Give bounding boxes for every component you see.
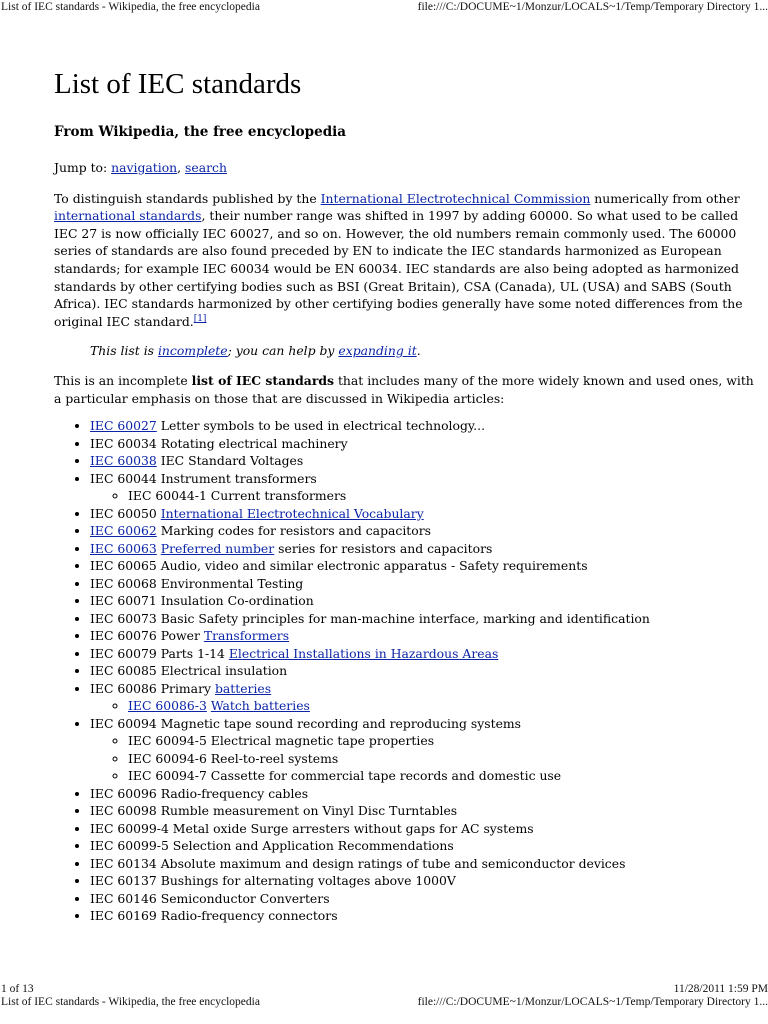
list-item: • IEC 60034 Rotating electrical machinery [90, 435, 754, 453]
list-item: • IEC 60146 Semiconductor Converters [90, 890, 754, 908]
watch-batteries-link[interactable]: Watch batteries [210, 698, 310, 714]
list-item: ◦ IEC 60094-6 Reel-to-reel systems [128, 750, 754, 768]
reference-1-link[interactable]: [1] [193, 313, 207, 324]
list-item: • IEC 60050 International Electrotechnical Vocabulary [90, 505, 754, 523]
iec-60063-link[interactable]: IEC 60063 [90, 540, 157, 556]
list-item: • IEC 60065 Audio, video and similar electronic apparatus - Safety requirements [90, 557, 754, 575]
list-item: • IEC 60071 Insulation Co-ordination [90, 592, 754, 610]
list-item [128, 697, 754, 715]
iec-60086-3-link[interactable]: IEC 60086-3 [128, 698, 207, 714]
list-item: • IEC 60076 Power Transformers [90, 627, 754, 645]
list-item: • IEC 60044 Instrument transformers ◦ IEC 60044-1 Current transformers [90, 470, 754, 505]
print-header-title: List of IEC standards - Wikipedia, the free encyclopedia [1, 1, 260, 13]
iec-60027-link[interactable]: IEC 60027 [90, 418, 157, 434]
search-link[interactable]: search [185, 160, 227, 175]
list-item: • IEC 60073 Basic Safety principles for man-machine interface, marking and identification [90, 610, 754, 628]
list-item: • IEC 60169 Radio-frequency connectors [90, 907, 754, 925]
transformers-link[interactable]: Transformers [203, 628, 290, 644]
list-item: • IEC 60086 Primary batteries ◦ IEC 60086-3 Watch batteries [90, 680, 754, 715]
list-item: • IEC 60027 Letter symbols to be used in electrical technology... [90, 417, 754, 435]
expanding-it-link[interactable]: expanding it [338, 343, 417, 359]
print-footer-title: List of IEC standards - Wikipedia, the free encyclopedia [1, 996, 260, 1008]
international-standards-link[interactable]: international standards [54, 208, 202, 224]
batteries-link[interactable]: batteries [214, 680, 272, 696]
incomplete-link[interactable]: incomplete [157, 343, 228, 359]
navigation-link[interactable]: navigation [111, 160, 178, 175]
list-item: • IEC 60038 IEC Standard Voltages [90, 452, 754, 470]
standards-list [54, 417, 754, 925]
intro-paragraph: To distinguish standards published by the International Electrotechnical Commission numerically from other international standards, their number range was shifted in 1997 by adding 60000. So what used to be called IEC 27 is now officially IEC 60027, and so on. However, the old numbers remain commonly used. The 60000 series of standards are also found preceded by EN to indicate the IEC standards harmonized as European standards; for example IEC 60034 would be EN 60034. IEC standards are also being adopted as harmonized standards by other certifying bodies such as BSI (Great Britain), CSA (Canada), UL (USA) and SABS (South Africa). IEC standards harmonized by other certifying bodies generally have some noted differences from the original IEC standard.[1] [54, 190, 743, 329]
jump-to-label: Jump to: [54, 160, 112, 175]
list-item: • IEC 60137 Bushings for alternating voltages above 1000V [90, 872, 754, 890]
list-item: • IEC 60134 Absolute maximum and design ratings of tube and semiconductor devices [90, 855, 754, 873]
vocabulary-link[interactable]: International Electrotechnical Vocabulary [160, 505, 424, 521]
print-header-path: file:///C:/DOCUME~1/Monzur/LOCALS~1/Temp/Temporary Directory 1... [417, 1, 768, 13]
list-item: • IEC 60094 Magnetic tape sound recording and reproducing systems ◦ IEC 60094-5 Electrical magnetic tape properties ◦ IEC 60094-6 Reel-to-reel systems ◦ IEC 60094-7 Cassette for commercial tape records and domestic use [90, 715, 754, 785]
list-item: ◦ IEC 60044-1 Current transformers [128, 487, 754, 505]
iec-link[interactable]: International Electrotechnical Commission [320, 190, 591, 206]
list-item: • IEC 60096 Radio-frequency cables [90, 785, 754, 803]
list-item: • IEC 60079 Parts 1-14 Electrical Installations in Hazardous Areas [90, 645, 754, 663]
print-footer-bottom [0, 995, 768, 1009]
print-header [0, 0, 768, 14]
sub-list [90, 732, 754, 785]
list-item: • IEC 60085 Electrical insulation [90, 662, 754, 680]
page-subtitle: From Wikipedia, the free encyclopedia [54, 124, 347, 140]
iec-60062-link[interactable]: IEC 60062 [90, 523, 157, 539]
print-footer-path: file:///C:/DOCUME~1/Monzur/LOCALS~1/Temp/Temporary Directory 1... [417, 996, 768, 1008]
list-item: • IEC 60063 Preferred number series for resistors and capacitors [90, 540, 754, 558]
list-item: • IEC 60062 Marking codes for resistors and capacitors [90, 522, 754, 540]
list-item: • IEC 60068 Environmental Testing [90, 575, 754, 593]
sub-list [90, 697, 754, 715]
article-content [54, 64, 754, 925]
hazardous-areas-link[interactable]: Electrical Installations in Hazardous Areas [228, 645, 499, 661]
print-footer-top [0, 982, 768, 996]
list-item: • IEC 60099-5 Selection and Application Recommendations [90, 837, 754, 855]
sub-list [90, 487, 754, 505]
list-item: • IEC 60099-4 Metal oxide Surge arresters without gaps for AC systems [90, 820, 754, 838]
print-datetime: 11/28/2011 1:59 PM [673, 983, 768, 995]
iec-60038-link[interactable]: IEC 60038 [90, 453, 157, 469]
incomplete-list-hatnote: This list is incomplete; you can help by expanding it. [90, 343, 421, 359]
preferred-number-link[interactable]: Preferred number [160, 540, 275, 556]
jump-to: Jump to: navigation, search [54, 160, 227, 175]
list-item: • IEC 60098 Rumble measurement on Vinyl Disc Turntables [90, 802, 754, 820]
page-title: List of IEC standards [54, 68, 302, 100]
page-counter: 1 of 13 [1, 983, 34, 995]
list-item: ◦ IEC 60094-5 Electrical magnetic tape properties [128, 732, 754, 750]
list-lead-paragraph: This is an incomplete list of IEC standards that includes many of the more widely known and used ones, with a particular emphasis on those that are discussed in Wikipedia articles: [54, 372, 754, 406]
list-item: ◦ IEC 60094-7 Cassette for commercial tape records and domestic use [128, 767, 754, 785]
